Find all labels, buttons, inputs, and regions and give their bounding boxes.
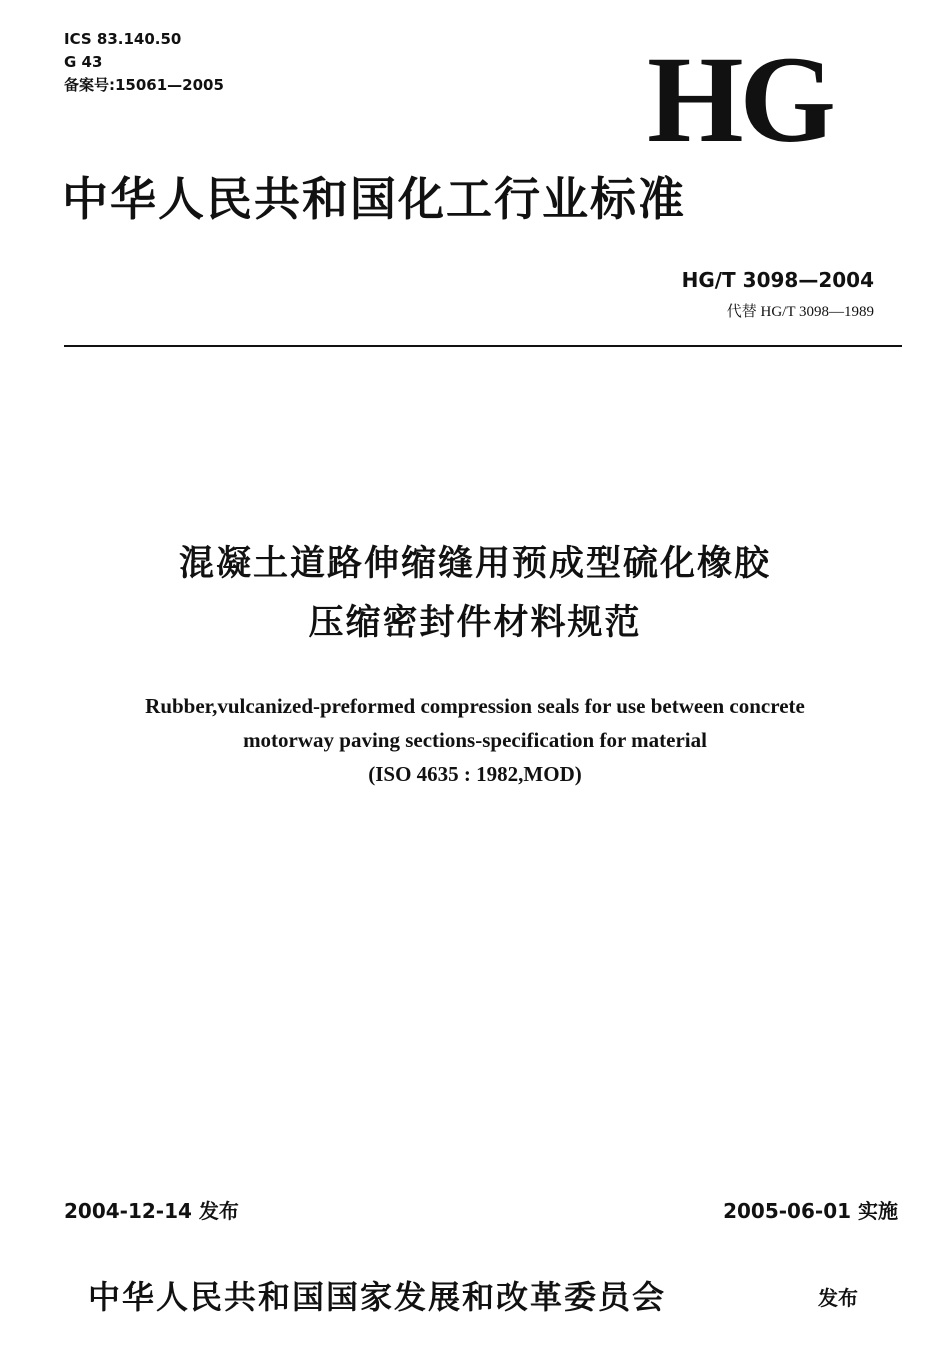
english-title-line-3: (ISO 4635 : 1982,MOD) bbox=[368, 762, 582, 786]
english-title-line-1: Rubber,vulcanized-preformed compression seals for use between concrete bbox=[145, 694, 805, 718]
issued-label: 发布 bbox=[818, 1286, 858, 1310]
record-number: 备案号:15061—2005 bbox=[64, 76, 224, 94]
chinese-title-line-1: 混凝土道路伸缩缝用预成型硫化橡胶 bbox=[178, 544, 771, 584]
standard-category-title: 中华人民共和国化工行业标准 bbox=[62, 174, 686, 225]
ics-code: ICS 83.140.50 bbox=[64, 30, 182, 48]
header-divider bbox=[64, 345, 902, 347]
hg-logo: HG bbox=[647, 31, 832, 168]
issuing-authority: 中华人民共和国国家发展和改革委员会 bbox=[88, 1279, 667, 1315]
ccs-code: G 43 bbox=[64, 53, 103, 71]
chinese-title-line-2: 压缩密封件材料规范 bbox=[308, 603, 642, 643]
standard-number: HG/T 3098—2004 bbox=[681, 268, 874, 292]
metadata-block bbox=[64, 28, 224, 97]
english-title-line-2: motorway paving sections-specification for material bbox=[243, 728, 707, 752]
publish-date: 2004-12-14 发布 bbox=[64, 1199, 239, 1223]
effective-date: 2005-06-01 实施 bbox=[723, 1199, 898, 1223]
replaces-standard: 代替 HG/T 3098—1989 bbox=[726, 304, 874, 320]
